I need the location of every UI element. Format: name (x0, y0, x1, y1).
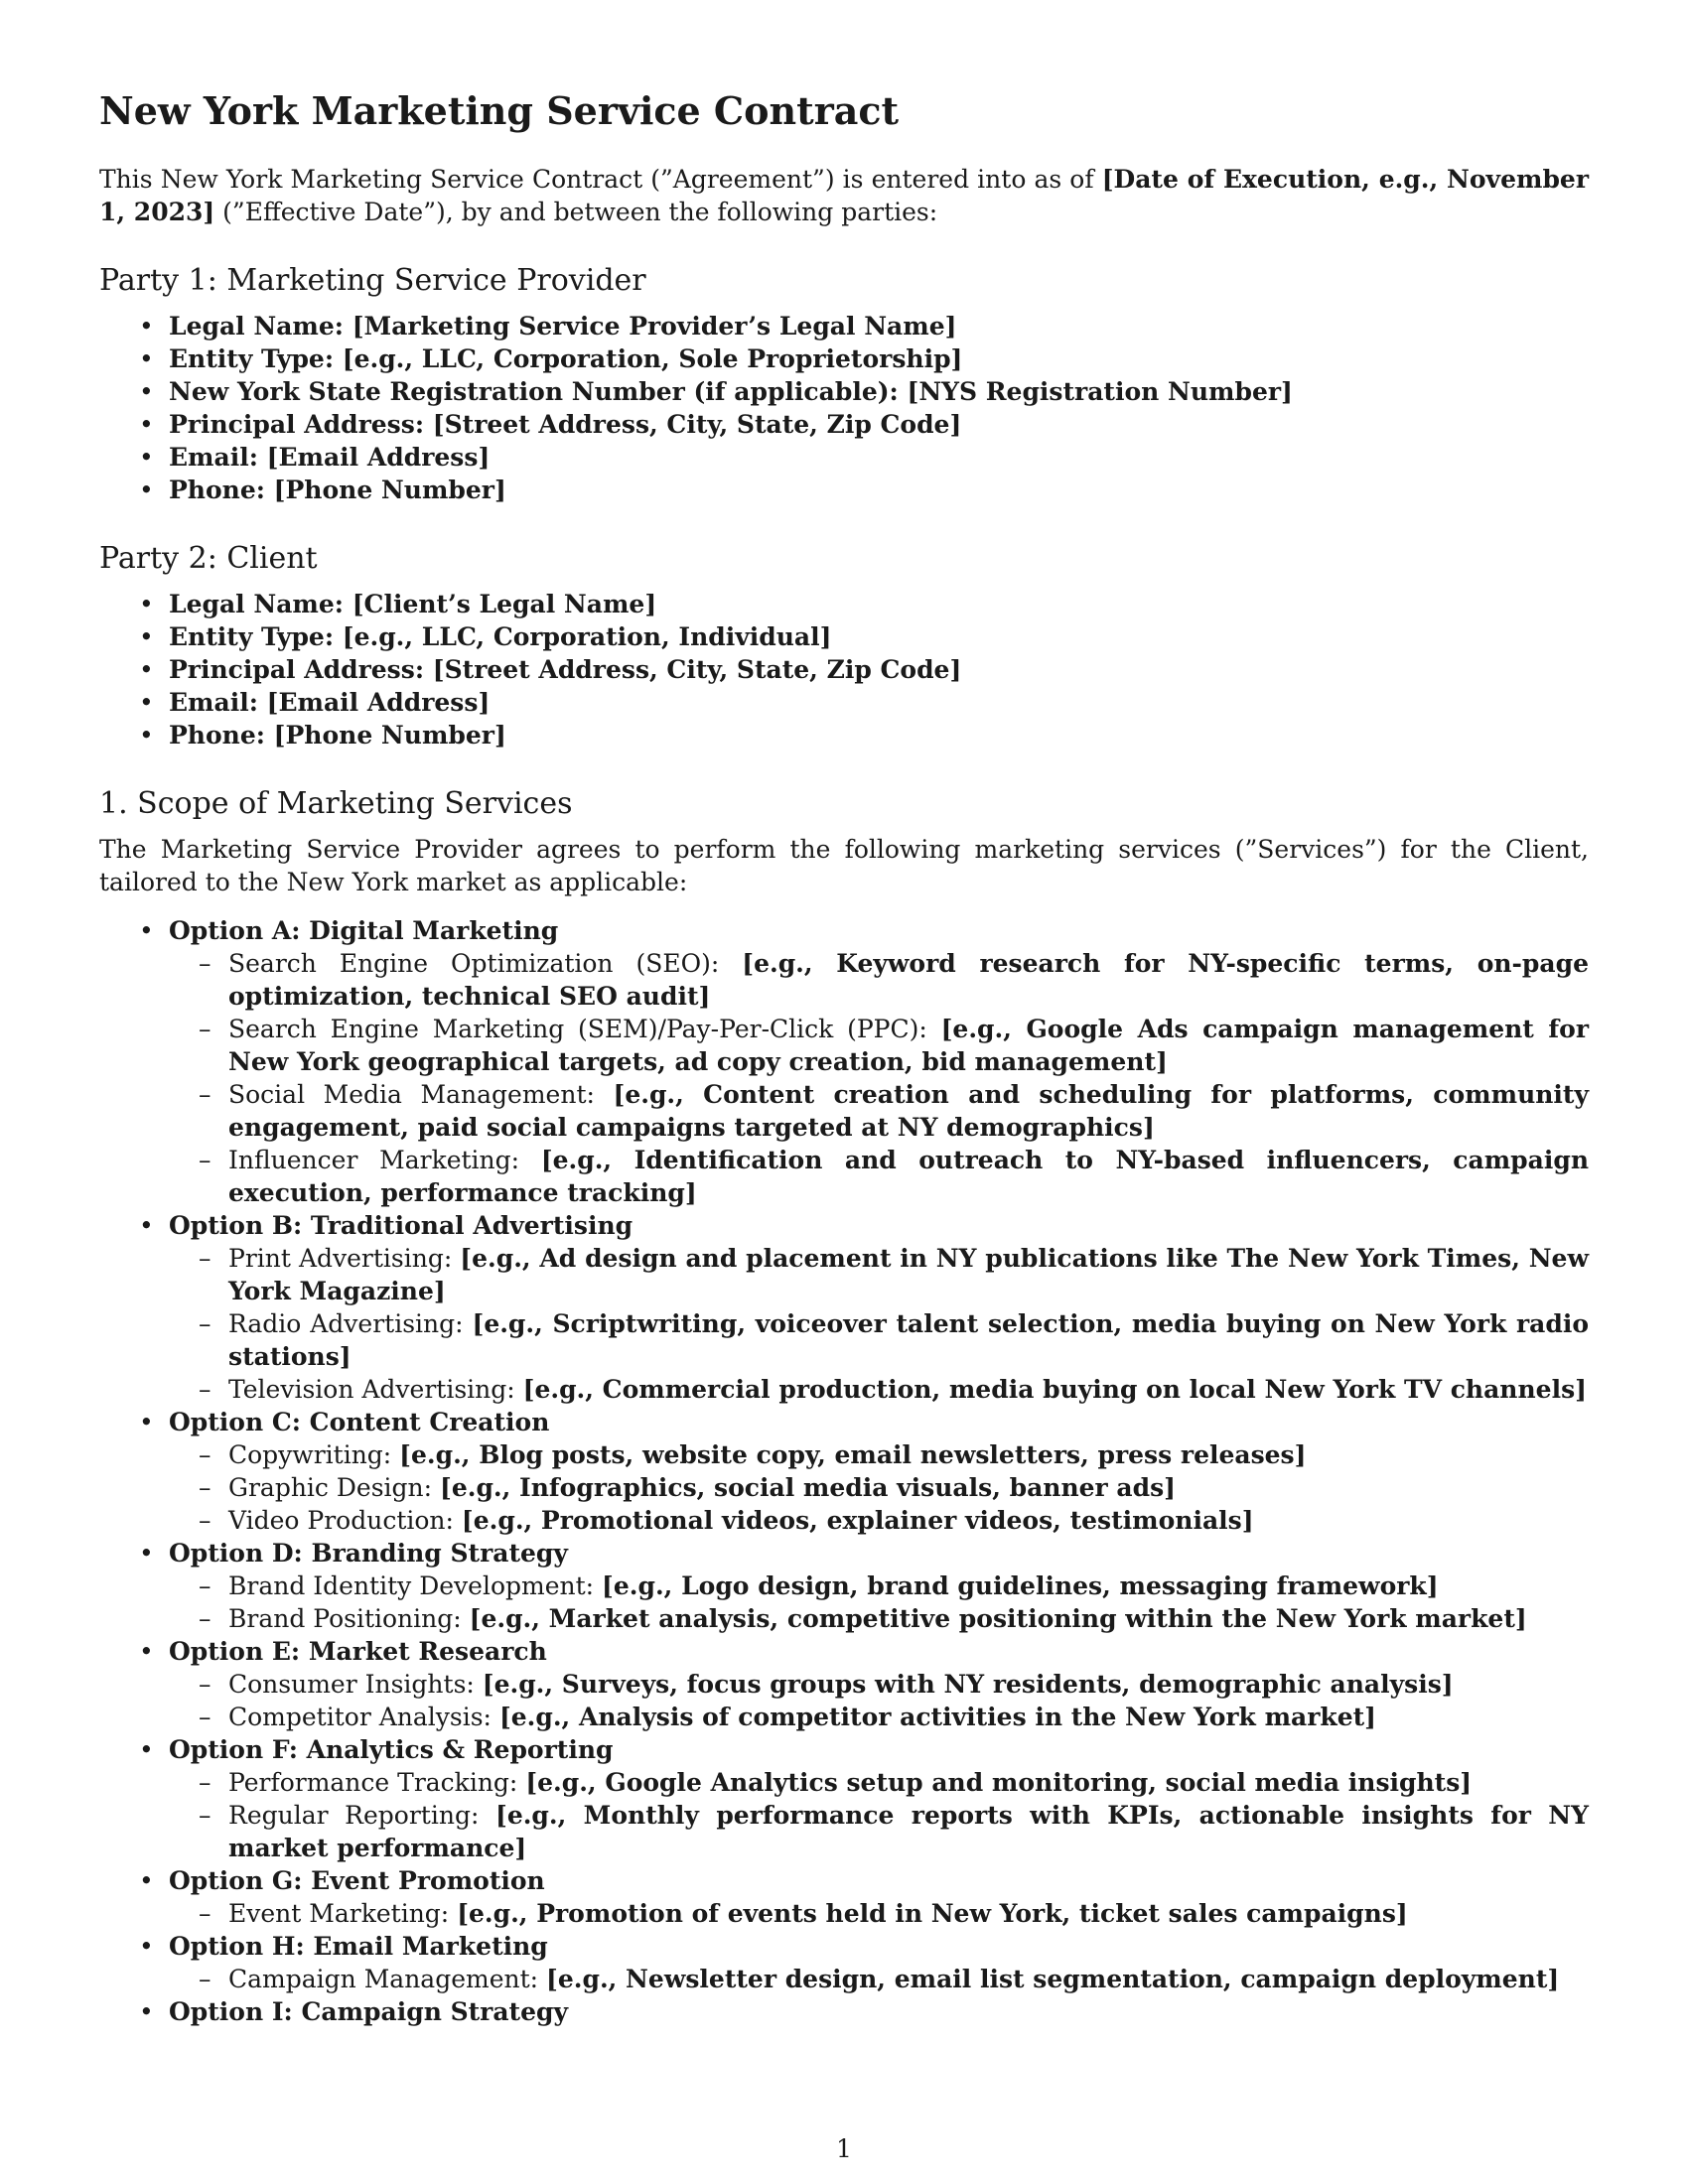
service-sub-item (169, 1373, 1589, 1406)
field-value: [Phone Number] (264, 721, 506, 750)
service-sub-label: Radio Advertising: (228, 1309, 473, 1338)
service-option-title: Option F: Analytics & Reporting (169, 1735, 614, 1764)
service-option-title: Option C: Content Creation (169, 1408, 550, 1436)
party1-list (99, 310, 1589, 506)
service-sub-item (169, 1602, 1589, 1635)
service-sub-label: Campaign Management: (228, 1965, 547, 1993)
list-item (99, 620, 1589, 653)
service-option (99, 914, 1589, 1209)
service-sub-label: Search Engine Optimization (SEO): (228, 949, 743, 978)
field-label: Entity Type: (169, 344, 335, 373)
service-sub-label: Influencer Marketing: (228, 1146, 541, 1174)
service-sub-label: Regular Reporting: (228, 1801, 495, 1830)
service-sub-value: [e.g., Newsletter design, email list segmentation, campaign deployment] (546, 1965, 1560, 1993)
service-option (99, 1930, 1589, 1995)
field-value: [Marketing Service Provider’s Legal Name] (344, 312, 957, 341)
service-option (99, 1864, 1589, 1930)
service-option-title: Option A: Digital Marketing (169, 916, 559, 945)
service-sub-item (169, 1471, 1589, 1504)
service-sub-value: [e.g., Promotional videos, explainer videos, testimonials] (461, 1506, 1254, 1535)
service-sub-value: [e.g., Identification and outreach to NY-based influencers, campaign execution, performance tracking] (228, 1146, 1589, 1207)
party2-heading: Party 2: Client (99, 541, 318, 576)
service-option (99, 1537, 1589, 1635)
field-label: Principal Address: (169, 655, 425, 684)
service-sub-item (169, 1570, 1589, 1602)
field-label: Principal Address: (169, 410, 425, 439)
service-option (99, 1406, 1589, 1537)
service-sub-list (169, 1668, 1589, 1733)
service-sub-list (169, 1897, 1589, 1930)
service-sub-value: [e.g., Market analysis, competitive positioning within the New York market] (469, 1604, 1527, 1633)
field-label: New York State Registration Number (if applicable): (169, 377, 899, 406)
intro-text-2: (”Effective Date”), by and between the following parties: (214, 198, 938, 226)
service-sub-item (169, 1897, 1589, 1930)
service-sub-label: Video Production: (228, 1506, 462, 1535)
services-options-list (99, 914, 1589, 2028)
service-option (99, 1733, 1589, 1864)
party1-heading: Party 1: Marketing Service Provider (99, 263, 646, 298)
service-sub-value: [e.g., Infographics, social media visuals, banner ads] (440, 1473, 1177, 1502)
field-label: Phone: (169, 476, 265, 504)
service-sub-item (169, 1078, 1589, 1144)
service-sub-value: [e.g., Promotion of events held in New York, ticket sales campaigns] (457, 1899, 1408, 1928)
service-sub-value: [e.g., Analysis of competitor activities in the New York market] (498, 1703, 1377, 1731)
service-sub-label: Search Engine Marketing (SEM)/Pay-Per-Click (PPC): (228, 1015, 941, 1043)
service-sub-item (169, 1766, 1589, 1799)
field-value: [NYS Registration Number] (898, 377, 1293, 406)
service-sub-item (169, 1242, 1589, 1307)
document-page (99, 87, 1589, 2062)
service-sub-list (169, 1570, 1589, 1635)
list-item (99, 310, 1589, 342)
service-sub-item (169, 1438, 1589, 1471)
service-sub-item (169, 1799, 1589, 1864)
service-sub-label: Graphic Design: (228, 1473, 441, 1502)
service-sub-value: [e.g., Ad design and placement in NY publications like The New York Times, New York Magazine] (228, 1244, 1589, 1305)
section-1-paragraph: The Marketing Service Provider agrees to perform the following marketing services (”Services”) for the Client, tailored to the New York market as applicable: (99, 835, 1589, 896)
service-sub-label: Performance Tracking: (228, 1768, 526, 1797)
field-label: Legal Name: (169, 590, 345, 618)
list-item (99, 375, 1589, 408)
service-sub-item (169, 1668, 1589, 1701)
service-sub-label: Print Advertising: (228, 1244, 461, 1273)
service-sub-value: [e.g., Google Ads campaign management for New York geographical targets, ad copy creation, bid management] (228, 1015, 1589, 1076)
service-sub-item (169, 1701, 1589, 1733)
service-sub-label: Consumer Insights: (228, 1670, 483, 1699)
field-value: [Phone Number] (264, 476, 506, 504)
party2-list (99, 588, 1589, 751)
service-sub-value: [e.g., Monthly performance reports with KPIs, actionable insights for NY market performance] (228, 1801, 1589, 1862)
field-label: Email: (169, 688, 258, 717)
field-value: [Street Address, City, State, Zip Code] (424, 410, 962, 439)
service-sub-label: Brand Positioning: (228, 1604, 470, 1633)
page-title: New York Marketing Service Contract (99, 88, 900, 133)
service-sub-label: Social Media Management: (228, 1080, 614, 1109)
intro-paragraph (99, 163, 1589, 228)
field-value: [e.g., LLC, Corporation, Individual] (334, 622, 832, 651)
service-option-title: Option B: Traditional Advertising (169, 1211, 633, 1240)
service-option-title: Option E: Market Research (169, 1637, 547, 1666)
field-label: Email: (169, 443, 258, 472)
list-item (99, 719, 1589, 751)
service-sub-value: [e.g., Logo design, brand guidelines, messaging framework] (602, 1571, 1439, 1600)
list-item (99, 408, 1589, 441)
service-sub-label: Competitor Analysis: (228, 1703, 499, 1731)
service-sub-list (169, 947, 1589, 1209)
service-sub-label: Event Marketing: (228, 1899, 458, 1928)
service-option-title: Option D: Branding Strategy (169, 1539, 568, 1568)
field-value: [e.g., LLC, Corporation, Sole Proprietorship] (334, 344, 963, 373)
field-value: [Street Address, City, State, Zip Code] (424, 655, 962, 684)
list-item (99, 588, 1589, 620)
field-label: Legal Name: (169, 312, 345, 341)
service-sub-value: [e.g., Keyword research for NY-specific terms, on-page optimization, technical SEO audit] (228, 949, 1589, 1011)
service-sub-item (169, 1963, 1589, 1995)
field-label: Entity Type: (169, 622, 335, 651)
service-sub-value: [e.g., Commercial production, media buying on local New York TV channels] (522, 1375, 1587, 1404)
list-item (99, 686, 1589, 719)
service-sub-item (169, 1504, 1589, 1537)
service-sub-label: Brand Identity Development: (228, 1571, 603, 1600)
service-sub-item (169, 947, 1589, 1013)
service-sub-item (169, 1307, 1589, 1373)
field-value: [Client’s Legal Name] (344, 590, 657, 618)
list-item (99, 474, 1589, 506)
service-sub-list (169, 1438, 1589, 1537)
service-sub-item (169, 1144, 1589, 1209)
list-item (99, 653, 1589, 686)
service-sub-value: [e.g., Google Analytics setup and monitoring, social media insights] (525, 1768, 1473, 1797)
list-item (99, 441, 1589, 474)
effective-date-placeholder: [Date of Execution, e.g., November 1, 2023] (99, 165, 1590, 226)
service-option (99, 1635, 1589, 1733)
service-option (99, 1995, 1589, 2028)
list-item (99, 342, 1589, 375)
field-label: Phone: (169, 721, 265, 750)
service-sub-list (169, 1963, 1589, 1995)
service-option-title: Option G: Event Promotion (169, 1866, 545, 1895)
service-sub-value: [e.g., Blog posts, website copy, email newsletters, press releases] (399, 1440, 1307, 1469)
service-option-title: Option H: Email Marketing (169, 1932, 548, 1961)
service-sub-value: [e.g., Content creation and scheduling for platforms, community engagement, paid social campaigns targeted at NY demographics] (228, 1080, 1589, 1142)
field-value: [Email Address] (257, 688, 491, 717)
page-number: 1 (836, 2134, 852, 2163)
service-sub-label: Television Advertising: (228, 1375, 523, 1404)
service-sub-list (169, 1242, 1589, 1406)
intro-text-1: This New York Marketing Service Contract (”Agreement”) is entered into as of (99, 165, 1102, 194)
service-sub-list (169, 1766, 1589, 1864)
service-sub-label: Copywriting: (228, 1440, 400, 1469)
field-value: [Email Address] (257, 443, 491, 472)
service-sub-value: [e.g., Surveys, focus groups with NY residents, demographic analysis] (482, 1670, 1454, 1699)
service-option (99, 1209, 1589, 1406)
service-sub-value: [e.g., Scriptwriting, voiceover talent selection, media buying on New York radio stations] (228, 1309, 1589, 1371)
section-1-heading: 1. Scope of Marketing Services (99, 786, 573, 821)
service-sub-item (169, 1013, 1589, 1078)
service-option-title: Option I: Campaign Strategy (169, 1997, 569, 2026)
